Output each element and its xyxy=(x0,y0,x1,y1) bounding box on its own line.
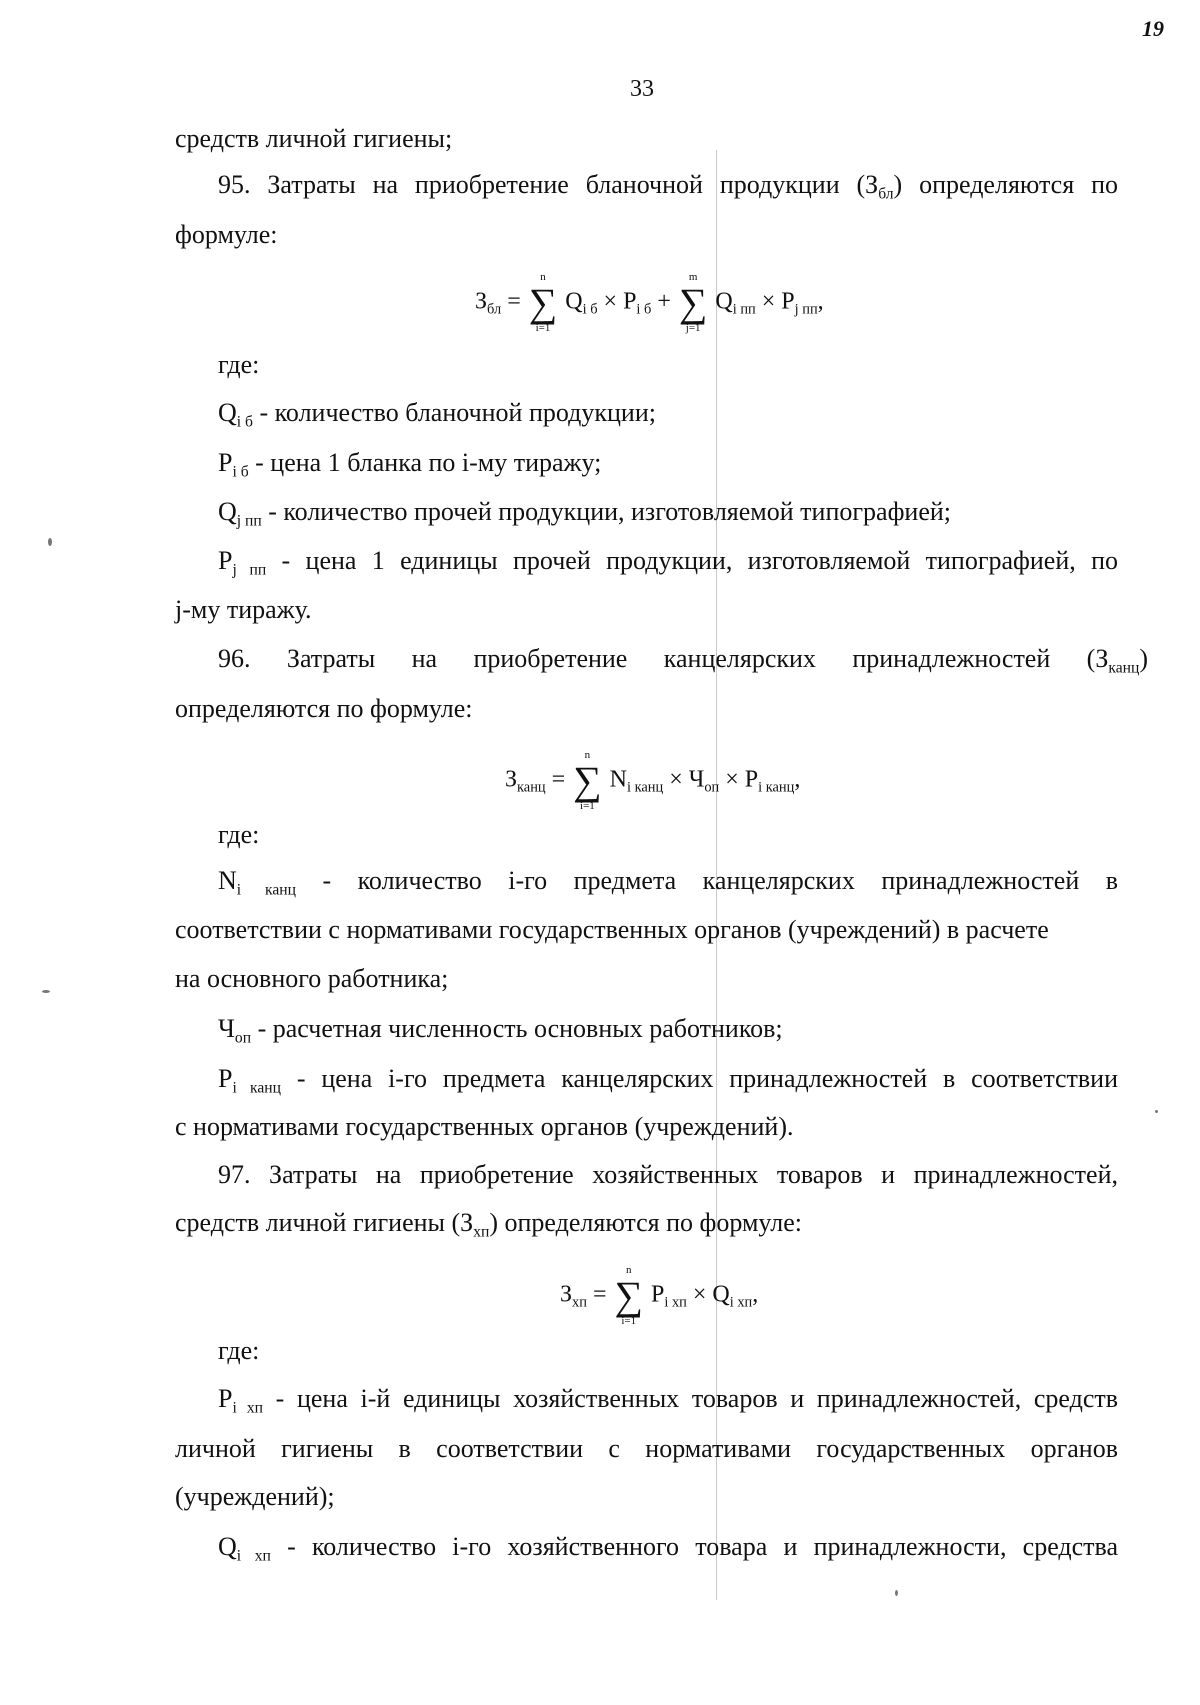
text-line: с нормативами государственных органов (учреждений). xyxy=(175,1112,794,1141)
where-label: где: xyxy=(218,350,260,379)
sum-symbol: n ∑ i=1 xyxy=(528,271,558,334)
sum-symbol: n ∑ i=1 xyxy=(614,1264,643,1327)
formula-95: $З_{бл}$ = n ∑ i=1 $Q_{i б} \times P_{i б}$ + m ∑ j=1 $Q_{i пп} \times P_{j пп}$, xyxy=(475,271,824,334)
definition-line: $N_{i канц}$ - количество i-го предмета канцелярских принадлежностей в xyxy=(218,866,1118,899)
definition-line: $Q_{j пп}$ - количество прочей продукции, изготовляемой типографией; xyxy=(218,497,952,530)
scan-speck xyxy=(48,538,52,546)
paragraph-97-line-1: 97. Затраты на приобретение хозяйственных товаров и принадлежностей, xyxy=(218,1160,1118,1189)
sum-symbol: n ∑ i=1 xyxy=(573,749,602,812)
text-line: j-му тиражу. xyxy=(175,595,312,624)
paragraph-97-line-2: средств личной гигиены $(З_{хп})$ определяются по формуле: xyxy=(175,1208,803,1241)
text-line: (учреждений); xyxy=(175,1482,335,1511)
formula-97: $З_{хп}$ = n ∑ i=1 $P_{i хп} \times Q_{i хп}$, xyxy=(560,1264,759,1327)
definition-line: $P_{j пп}$ - цена 1 единицы прочей продукции, изготовляемой типографией, по xyxy=(218,546,1118,579)
sum-symbol: m ∑ j=1 xyxy=(678,271,708,334)
where-label: где: xyxy=(218,1336,260,1365)
paragraph-95-line-2: формуле: xyxy=(175,220,278,249)
definition-line: $P_{i хп}$ - цена i-й единицы хозяйственных товаров и принадлежностей, средств xyxy=(218,1384,1119,1417)
definition-line: $Ч_{оп}$ - расчетная численность основных работников; xyxy=(218,1014,783,1047)
scan-speck xyxy=(1155,1110,1158,1113)
where-label: где: xyxy=(218,820,260,849)
definition-line: $Q_{i хп}$ - количество i-го хозяйственного товара и принадлежности, средства xyxy=(218,1532,1118,1565)
text-line: соответствии с нормативами государственных органов (учреждений) в расчете xyxy=(175,915,1049,944)
paragraph-96-line-1: 96. Затраты на приобретение канцелярских принадлежностей $(З_{канц})$ xyxy=(218,644,1148,677)
formula-96: $З_{канц}$ = n ∑ i=1 $N_{i канц} \times Ч_{оп} \times P_{i канц}$, xyxy=(505,749,801,812)
definition-line: $P_{i б}$ - цена 1 бланка по i-му тиражу; xyxy=(218,448,602,481)
definition-line: $P_{i канц}$ - цена i-го предмета канцелярских принадлежностей в соответствии xyxy=(218,1064,1118,1097)
text-line: на основного работника; xyxy=(175,964,449,993)
paragraph-96-line-2: определяются по формуле: xyxy=(175,694,473,723)
text-line: личной гигиены в соответствии с нормативами государственных органов xyxy=(175,1434,1118,1463)
text-line: средств личной гигиены; xyxy=(175,124,453,153)
scan-speck xyxy=(42,990,50,993)
scan-speck xyxy=(895,1590,898,1596)
page-number: 33 xyxy=(630,76,654,102)
definition-line: $Q_{i б}$ - количество бланочной продукции; xyxy=(218,398,656,431)
paragraph-95-line-1: 95. Затраты на приобретение бланочной продукции $(З_{бл})$ определяются по xyxy=(218,170,1118,203)
corner-page-mark: 19 xyxy=(1142,16,1164,41)
